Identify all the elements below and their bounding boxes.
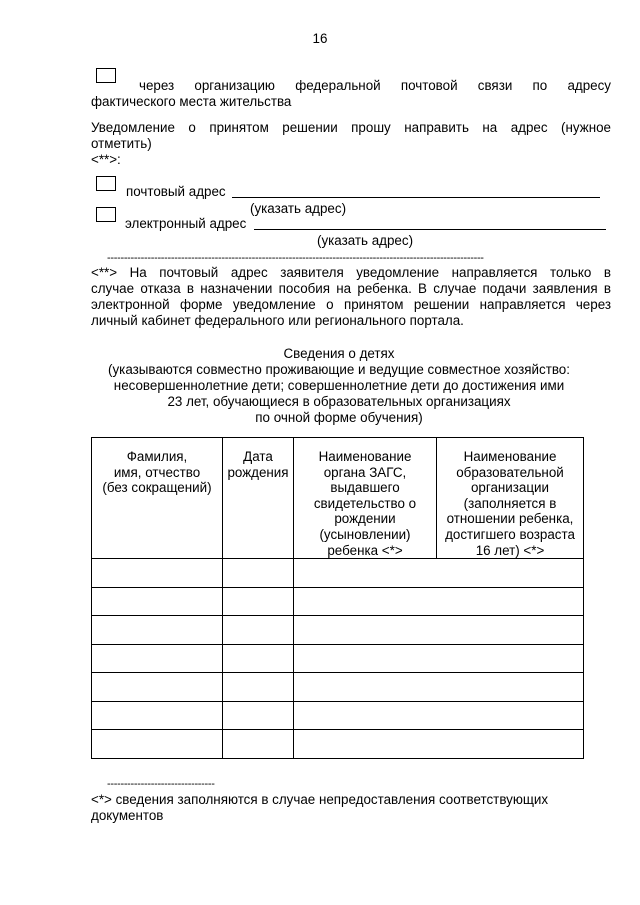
children-table-header bbox=[92, 438, 584, 559]
birth-date-cell[interactable] bbox=[223, 644, 294, 673]
page-number: 16 bbox=[312, 31, 328, 46]
email-address-field[interactable] bbox=[254, 229, 606, 230]
organization-cell[interactable] bbox=[294, 616, 584, 645]
organization-cell[interactable] bbox=[294, 730, 584, 759]
footnote-separator: ---------------------------------------------------------------------------------------------------------------- bbox=[107, 252, 484, 264]
name-cell[interactable] bbox=[92, 730, 223, 759]
organization-cell[interactable] bbox=[294, 644, 584, 673]
footnote-2-line3: электронной форме уведомление о принятом решении направляется через bbox=[91, 297, 611, 312]
children-section-subtitle-1: (указываются совместно проживающие и ведущие совместное хозяйство: bbox=[108, 362, 570, 377]
name-cell[interactable] bbox=[92, 616, 223, 645]
footnote-1-separator: -------------------------------- bbox=[107, 778, 215, 790]
organization-cell[interactable] bbox=[294, 701, 584, 730]
organization-cell[interactable] bbox=[294, 587, 584, 616]
name-cell[interactable] bbox=[92, 587, 223, 616]
birth-date-cell[interactable] bbox=[223, 587, 294, 616]
footnote-1-line1: <*> сведения заполняются в случае непредоставления соответствующих bbox=[91, 792, 549, 807]
header-full-name: Фамилия, имя, отчество (без сокращений) bbox=[92, 438, 223, 559]
postal-address-checkbox[interactable] bbox=[96, 176, 116, 191]
table-row bbox=[92, 673, 584, 702]
children-section-subtitle-3: 23 лет, обучающиеся в образовательных организациях bbox=[167, 394, 511, 409]
birth-date-cell[interactable] bbox=[223, 730, 294, 759]
name-cell[interactable] bbox=[92, 644, 223, 673]
table-row bbox=[92, 730, 584, 759]
name-cell[interactable] bbox=[92, 673, 223, 702]
notification-line2: отметить) bbox=[91, 136, 152, 151]
birth-date-cell[interactable] bbox=[223, 673, 294, 702]
children-table bbox=[91, 437, 584, 759]
postal-delivery-checkbox[interactable] bbox=[96, 68, 116, 83]
postal-option-line2: фактического места жительства bbox=[91, 94, 292, 109]
birth-date-cell[interactable] bbox=[223, 701, 294, 730]
table-row bbox=[92, 701, 584, 730]
organization-cell[interactable] bbox=[294, 673, 584, 702]
children-section-subtitle-4: по очной форме обучения) bbox=[255, 410, 423, 425]
birth-date-cell[interactable] bbox=[223, 616, 294, 645]
header-birth-date: Дата рождения bbox=[223, 438, 294, 559]
email-address-label: электронный адрес bbox=[125, 216, 247, 231]
table-row bbox=[92, 644, 584, 673]
table-row bbox=[92, 616, 584, 645]
footnote-2-line4: личный кабинет федерального или регионального портала. bbox=[91, 313, 464, 328]
footnote-2-line1: <**> На почтовый адрес заявителя уведомление направляется только в bbox=[91, 265, 611, 280]
name-cell[interactable] bbox=[92, 559, 223, 588]
organization-cell[interactable] bbox=[294, 559, 584, 588]
name-cell[interactable] bbox=[92, 701, 223, 730]
birth-date-cell[interactable] bbox=[223, 559, 294, 588]
postal-address-hint: (указать адрес) bbox=[250, 201, 347, 216]
footnote-1-line2: документов bbox=[91, 808, 164, 823]
postal-address-label: почтовый адрес bbox=[126, 184, 226, 199]
postal-option-line1: через организацию федеральной почтовой связи по адресу bbox=[139, 78, 611, 93]
notification-line1: Уведомление о принятом решении прошу направить на адрес (нужное bbox=[91, 120, 611, 135]
header-educational-organization: Наименование образовательной организации (заполняется в отношении ребенка, достигшего возраста 16 лет) <*> bbox=[437, 438, 584, 559]
footnote-2-line2: случае отказа в назначении пособия на ребенка. В случае подачи заявления в bbox=[91, 281, 611, 296]
children-section-subtitle-2: несовершеннолетние дети; совершеннолетние дети до достижения ими bbox=[113, 378, 565, 393]
table-row bbox=[92, 587, 584, 616]
email-address-hint: (указать адрес) bbox=[317, 233, 414, 248]
notification-footnote-ref: <**>: bbox=[91, 152, 121, 167]
header-registry-office: Наименование органа ЗАГС, выдавшего свидетельство о рождении (усыновлении) ребенка <*> bbox=[294, 438, 437, 559]
email-address-checkbox[interactable] bbox=[96, 207, 116, 222]
table-row bbox=[92, 559, 584, 588]
children-section-title: Сведения о детях bbox=[283, 346, 395, 361]
postal-address-field[interactable] bbox=[232, 197, 600, 198]
